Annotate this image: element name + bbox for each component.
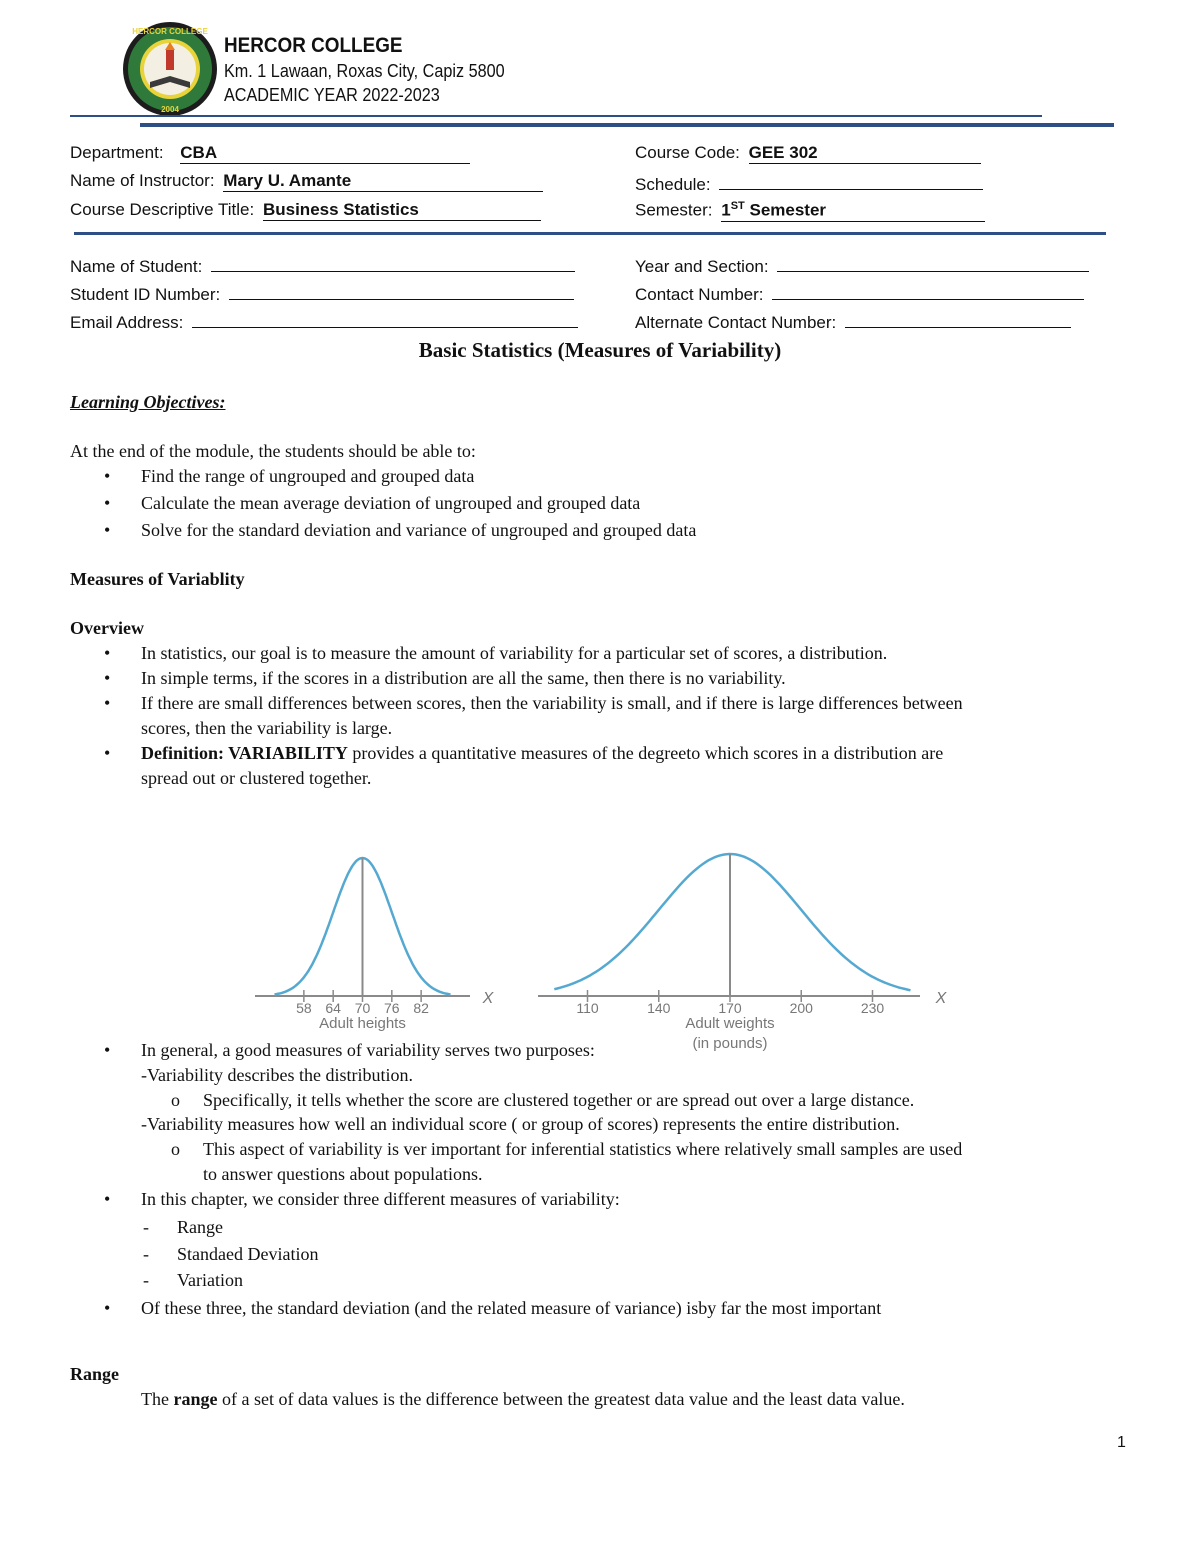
range-definition xyxy=(141,1389,905,1410)
semester-superscript: ST xyxy=(730,200,745,212)
bullet-icon: • xyxy=(104,1189,111,1209)
course-code-value: GEE 302 xyxy=(748,143,818,162)
x-tick-label: 70 xyxy=(354,1000,371,1016)
dash-bullet-icon: - xyxy=(143,1244,149,1264)
alt-contact-blank[interactable] xyxy=(845,309,1071,328)
bullet-icon: • xyxy=(104,520,111,540)
course-code-label: Course Code: xyxy=(635,143,740,162)
circle-bullet-icon: o xyxy=(171,1139,180,1159)
chapter-intro: In this chapter, we consider three different measures of variability: xyxy=(141,1189,620,1209)
bullet-icon: • xyxy=(104,1298,111,1318)
schedule-field xyxy=(635,171,983,195)
x-tick-label: 58 xyxy=(296,1000,312,1016)
course-title-label: Course Descriptive Title: xyxy=(70,200,255,219)
year-section-blank[interactable] xyxy=(777,253,1089,272)
department-value: CBA xyxy=(180,143,218,162)
contact-label: Contact Number: xyxy=(635,285,764,304)
schedule-blank[interactable] xyxy=(719,171,983,190)
heights-chart xyxy=(255,858,495,1032)
course-title-field xyxy=(70,200,541,221)
overview-item: If there are small differences between scores, then the variability is small, and if there is large differences between xyxy=(141,693,963,713)
x-tick-label: 170 xyxy=(718,1000,742,1016)
instructor-label: Name of Instructor: xyxy=(70,171,215,190)
email-label: Email Address: xyxy=(70,313,184,332)
bullet-icon: • xyxy=(104,693,111,713)
contact-field xyxy=(635,281,1084,305)
department-field xyxy=(70,143,470,164)
semester-word: Semester xyxy=(749,200,827,220)
alt-contact-label: Alternate Contact Number: xyxy=(635,313,837,332)
alt-contact-field xyxy=(635,309,1071,333)
bullet-icon: • xyxy=(104,466,111,486)
student-name-field xyxy=(70,253,575,277)
seal-year-text: 2004 xyxy=(161,105,179,114)
objectives-intro: At the end of the module, the students should be able to: xyxy=(70,441,476,461)
x-tick-label: 140 xyxy=(647,1000,671,1016)
page-number: 1 xyxy=(1117,1434,1126,1451)
college-seal xyxy=(120,20,220,118)
objective-item: Calculate the mean average deviation of ungrouped and grouped data xyxy=(141,493,641,513)
header-rule-thin xyxy=(70,115,1042,117)
measure-item: Range xyxy=(177,1217,223,1237)
department-label: Department: xyxy=(70,143,164,162)
student-name-label: Name of Student: xyxy=(70,257,203,276)
axis-symbol: X xyxy=(482,990,494,1007)
instructor-value: Mary U. Amante xyxy=(223,171,352,190)
year-section-label: Year and Section: xyxy=(635,257,769,276)
year-section-field xyxy=(635,253,1089,277)
x-tick-label: 76 xyxy=(384,1000,400,1016)
schedule-label: Schedule: xyxy=(635,175,711,194)
document-title: Basic Statistics (Measures of Variability) xyxy=(418,338,782,362)
circle-bullet-icon: o xyxy=(171,1090,180,1110)
bullet-icon: • xyxy=(104,668,111,688)
overview-item: In statistics, our goal is to measure the amount of variability for a particular set of scores, a distribution. xyxy=(141,643,888,663)
purpose-1: -Variability describes the distribution. xyxy=(141,1065,413,1085)
semester-label: Semester: xyxy=(635,200,713,220)
course-code-field xyxy=(635,143,981,164)
range-term: range xyxy=(173,1389,218,1409)
measure-item: Variation xyxy=(177,1270,243,1290)
semester-field xyxy=(635,200,985,222)
seal-college-text: HERCOR COLLEGE xyxy=(132,27,208,36)
x-axis-label: Adult heights xyxy=(319,1015,406,1032)
overview-item-cont: scores, then the variability is large. xyxy=(141,718,393,738)
contact-blank[interactable] xyxy=(772,281,1084,300)
x-tick-label: 64 xyxy=(325,1000,341,1016)
instructor-field xyxy=(70,171,543,192)
overview-heading: Overview xyxy=(70,618,144,638)
college-address: Km. 1 Lawaan, Roxas City, Capiz 5800 xyxy=(224,61,505,81)
x-tick-label: 230 xyxy=(860,1000,885,1016)
student-id-blank[interactable] xyxy=(229,281,574,300)
section-heading: Measures of Variablity xyxy=(70,569,245,589)
x-axis-label: Adult weights xyxy=(685,1015,775,1032)
header-rule-thick xyxy=(140,123,1114,127)
objective-item: Solve for the standard deviation and variance of ungrouped and grouped data xyxy=(141,520,697,540)
purpose-2-detail-cont: to answer questions about populations. xyxy=(203,1164,483,1184)
purpose-2: -Variability measures how well an individual score ( or group of scores) represents the entire distribution. xyxy=(141,1114,900,1134)
dash-bullet-icon: - xyxy=(143,1270,149,1290)
objective-item: Find the range of ungrouped and grouped data xyxy=(141,466,475,486)
axis-symbol: X xyxy=(935,990,947,1007)
info-divider xyxy=(74,232,1106,235)
x-tick-label: 82 xyxy=(413,1000,429,1016)
semester-number: 1 xyxy=(721,200,731,220)
overview-item: In simple terms, if the scores in a distribution are all the same, then there is no variability. xyxy=(141,668,786,688)
definition-item xyxy=(141,743,943,764)
x-tick-label: 110 xyxy=(576,1000,599,1016)
x-axis-sublabel: (in pounds) xyxy=(692,1035,768,1052)
distribution-figure xyxy=(0,830,1200,1060)
definition-term: Definition: VARIABILITY xyxy=(141,743,348,763)
bullet-icon: • xyxy=(104,643,111,663)
college-name: HERCOR COLLEGE xyxy=(224,34,403,57)
weights-chart xyxy=(538,854,948,1052)
academic-year: ACADEMIC YEAR 2022-2023 xyxy=(224,85,440,105)
x-tick-label: 200 xyxy=(789,1000,813,1016)
measure-item: Standaed Deviation xyxy=(177,1244,319,1264)
bullet-icon: • xyxy=(104,1040,111,1060)
email-blank[interactable] xyxy=(192,309,578,328)
range-pre: The xyxy=(141,1389,174,1409)
email-field xyxy=(70,309,578,333)
bullet-icon: • xyxy=(104,743,111,763)
distribution-curve xyxy=(554,854,910,990)
range-post: of a set of data values is the difference between the greatest data value and the least data value. xyxy=(217,1389,905,1409)
bullet-icon: • xyxy=(104,493,111,513)
definition-item-cont: spread out or clustered together. xyxy=(141,768,372,788)
purposes-intro: In general, a good measures of variability serves two purposes: xyxy=(141,1040,595,1060)
range-heading: Range xyxy=(70,1364,119,1384)
chapter-closing: Of these three, the standard deviation (and the related measure of variance) isby far the most important xyxy=(141,1298,882,1318)
student-id-field xyxy=(70,281,574,305)
dash-bullet-icon: - xyxy=(143,1217,149,1237)
student-id-label: Student ID Number: xyxy=(70,285,221,304)
purpose-1-detail: Specifically, it tells whether the score are clustered together or are spread out over a large distance. xyxy=(203,1090,915,1110)
student-name-blank[interactable] xyxy=(211,253,575,272)
course-title-value: Business Statistics xyxy=(262,200,419,219)
purpose-2-detail: This aspect of variability is ver important for inferential statistics where relatively small samples are used xyxy=(203,1139,963,1159)
definition-text: provides a quantitative measures of the degreeto which scores in a distribution are xyxy=(347,743,944,763)
objectives-heading: Learning Objectives: xyxy=(70,392,226,412)
